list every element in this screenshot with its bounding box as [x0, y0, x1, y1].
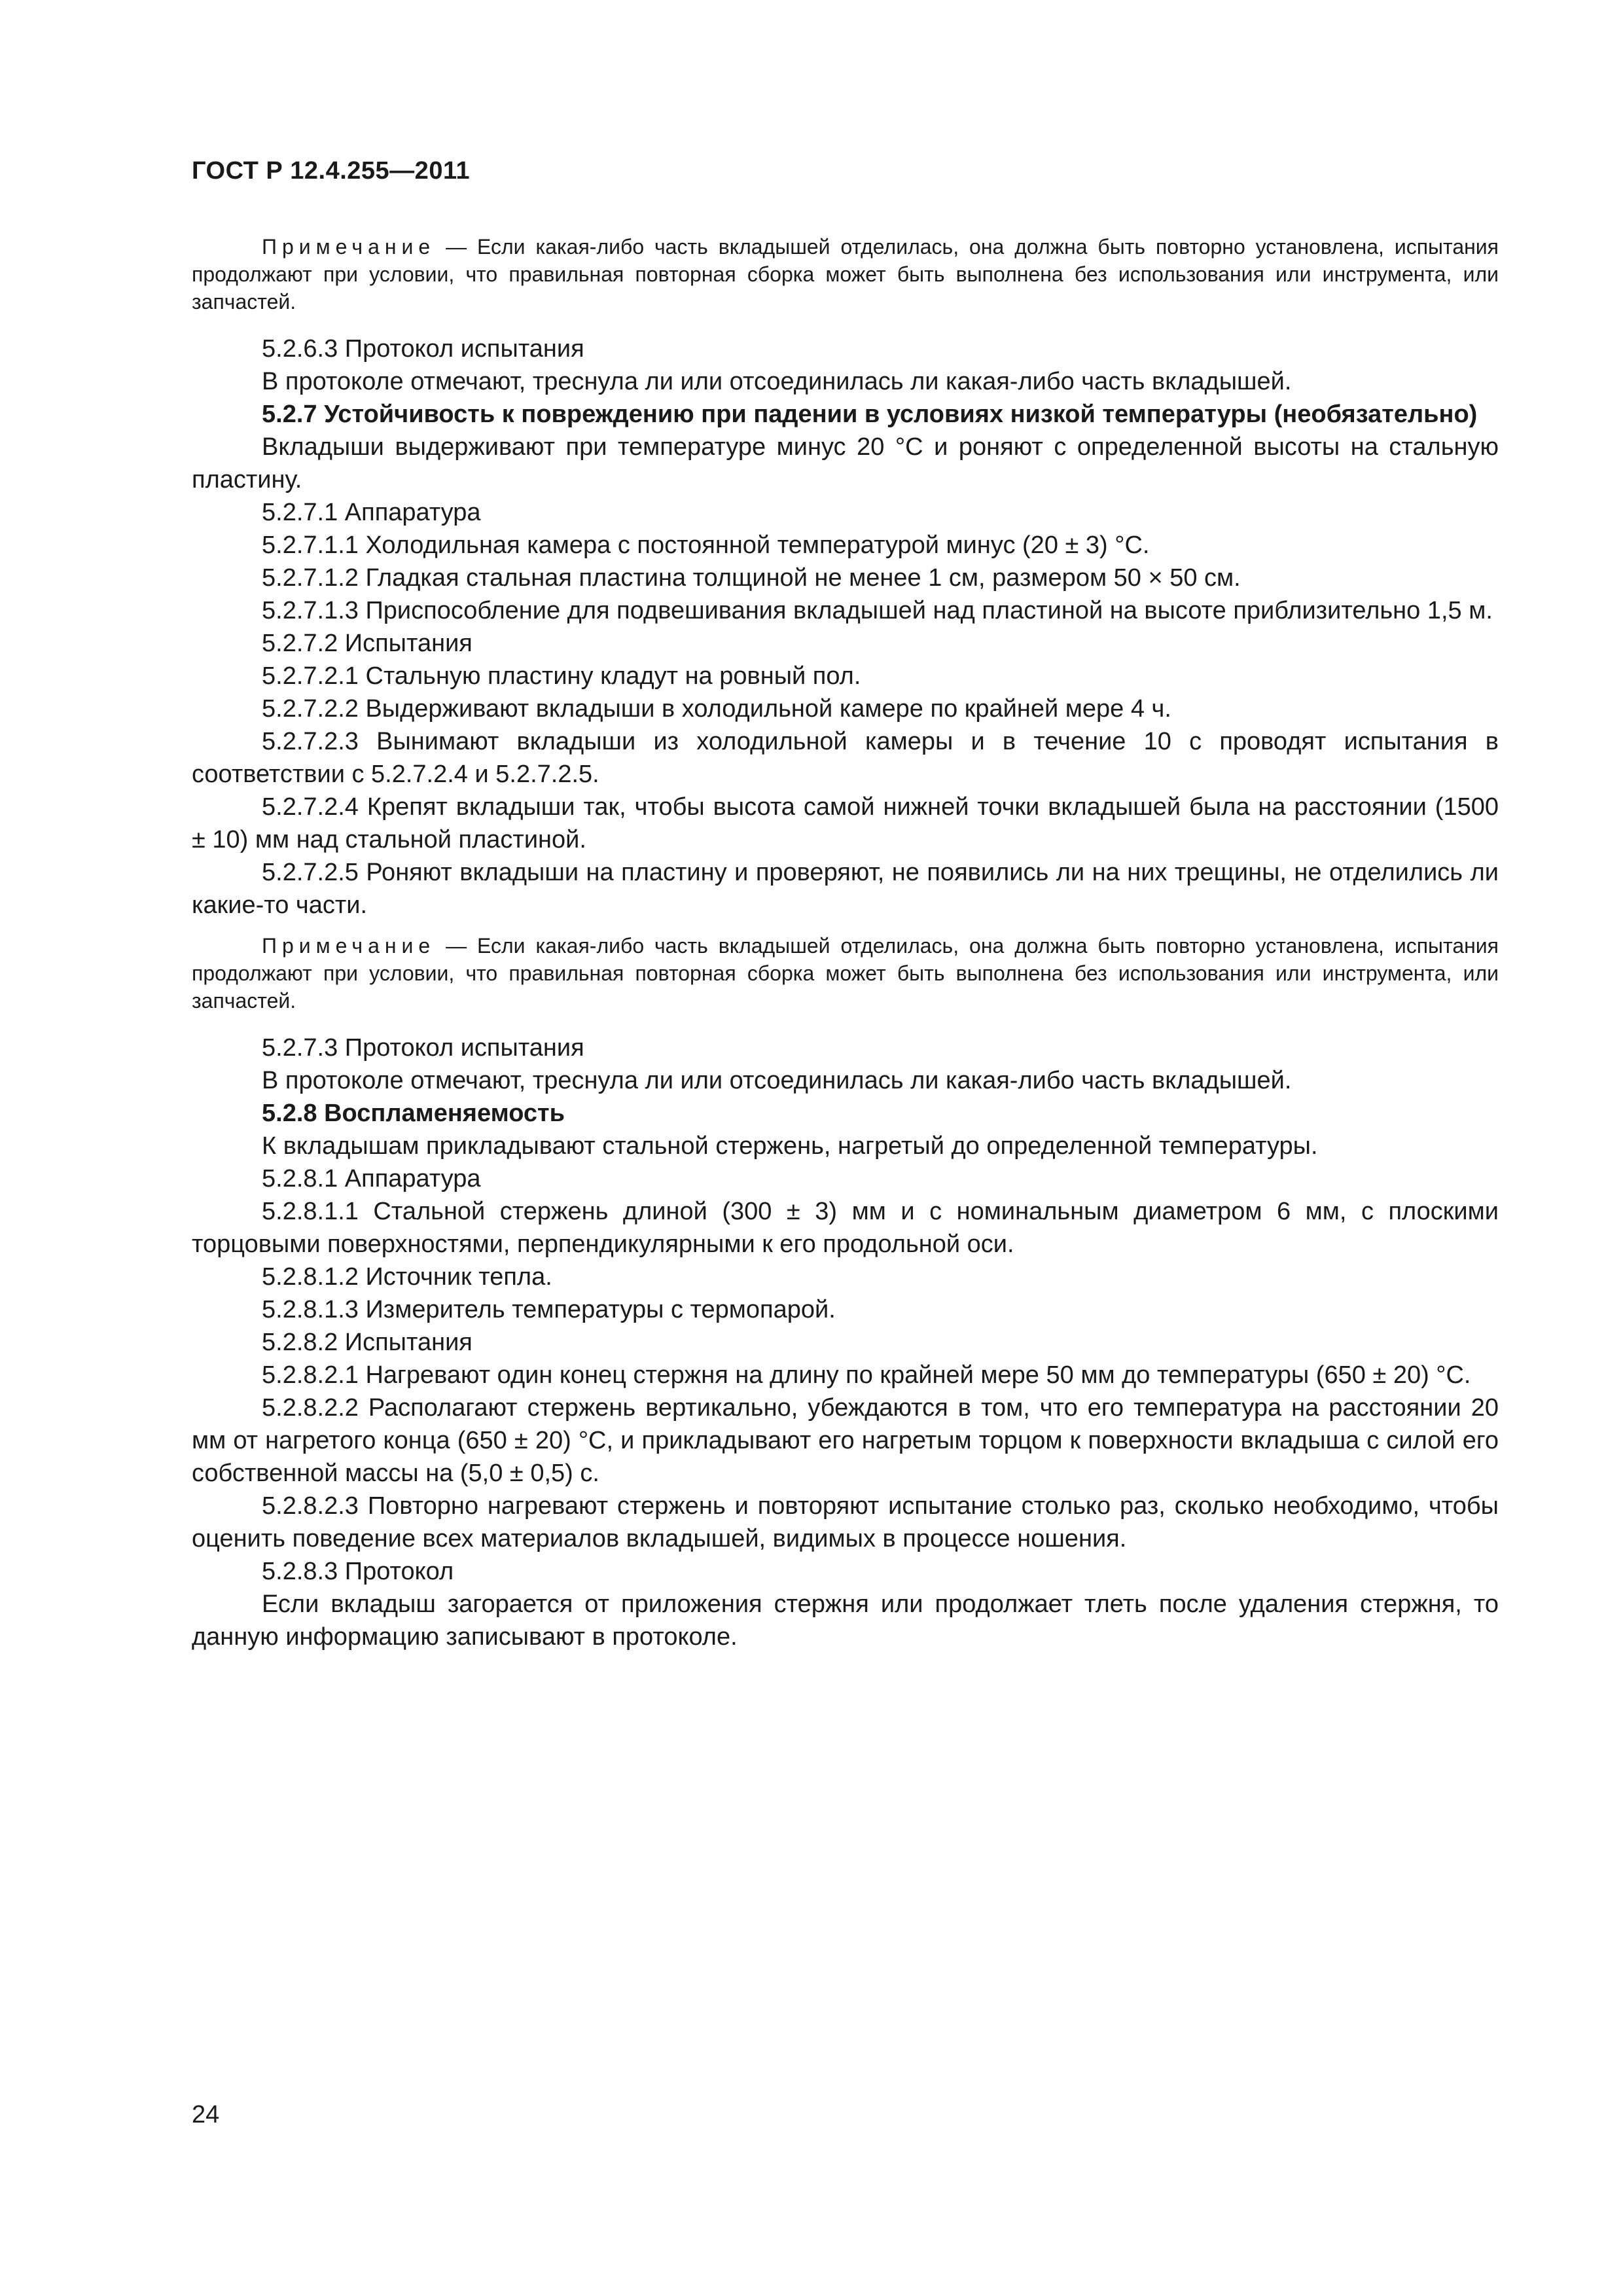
- note-label: Примечание: [262, 235, 436, 259]
- paragraph: 5.2.8.2.2 Располагают стержень вертикально, убеждаются в том, что его температура на расстоянии 20 мм от нагретого конца (650 ± 20) °С, и прикладывают его нагретым торцом к поверхности вкладыша с силой его собственной массы на (5,0 ± 0,5) с.: [192, 1394, 1499, 1487]
- paragraph: 5.2.8.2.3 Повторно нагревают стержень и повторяют испытание столько раз, сколько необходимо, чтобы оценить поведение всех материалов вкладышей, видимых в процессе ношения.: [192, 1492, 1499, 1552]
- section-title: 5.2.6.3 Протокол испытания: [262, 335, 584, 363]
- section-title: 5.2.7.1 Аппаратура: [262, 499, 481, 526]
- document-body: [192, 223, 1499, 1653]
- note-label: Примечание: [262, 934, 436, 958]
- note-text: — Если какая-либо часть вкладышей отделилась, она должна быть повторно установлена, испытания продолжают при условии, что правильная повторная сборка может быть выполнена без использования или инструмента, или запчастей.: [192, 235, 1499, 314]
- paragraph: 5.2.7.2.4 Крепят вкладыши так, чтобы высота самой нижней точки вкладышей была на расстоянии (1500 ± 10) мм над стальной пластиной.: [192, 793, 1499, 853]
- paragraph: 5.2.8.2.1 Нагревают один конец стержня на длину по крайней мере 50 мм до температуры (650 ± 20) °С.: [262, 1361, 1471, 1389]
- page-number: 24: [192, 2101, 220, 2128]
- paragraph: 5.2.7.1.2 Гладкая стальная пластина толщиной не менее 1 см, размером 50 × 50 см.: [262, 564, 1241, 592]
- paragraph: Вкладыши выдерживают при температуре минус 20 °С и роняют с определенной высоты на стальную пластину.: [192, 433, 1499, 493]
- paragraph: 5.2.7.1.1 Холодильная камера с постоянной температурой минус (20 ± 3) °С.: [262, 531, 1150, 559]
- paragraph: Если вкладыш загорается от приложения стержня или продолжает тлеть после удаления стержня, то данную информацию записывают в протоколе.: [192, 1590, 1499, 1651]
- paragraph: 5.2.7.2.2 Выдерживают вкладыши в холодильной камере по крайней мере 4 ч.: [262, 695, 1171, 723]
- section-title: 5.2.8.2 Испытания: [262, 1329, 473, 1356]
- note: [192, 932, 1499, 1014]
- paragraph: 5.2.8.1.2 Источник тепла.: [262, 1263, 552, 1291]
- paragraph: 5.2.8.1.1 Стальной стержень длиной (300 ± 3) мм и с номинальным диаметром 6 мм, с плоскими торцовыми поверхностями, перпендикулярными к его продольной оси.: [192, 1198, 1499, 1258]
- note: [192, 233, 1499, 315]
- section-title: 5.2.8.3 Протокол: [262, 1558, 454, 1585]
- section-title: 5.2.7.3 Протокол испытания: [262, 1034, 584, 1062]
- paragraph: 5.2.7.1.3 Приспособление для подвешивания вкладышей над пластиной на высоте приблизительно 1,5 м.: [262, 597, 1493, 624]
- document-header: ГОСТ Р 12.4.255—2011: [192, 157, 471, 185]
- section-title: 5.2.7.2 Испытания: [262, 630, 473, 657]
- paragraph: В протоколе отмечают, треснула ли или отсоединилась ли какая-либо часть вкладышей.: [262, 368, 1292, 395]
- paragraph: К вкладышам прикладывают стальной стержень, нагретый до определенной температуры.: [262, 1132, 1318, 1160]
- paragraph: 5.2.7.2.5 Роняют вкладыши на пластину и проверяют, не появились ли на них трещины, не отделились ли какие-то части.: [192, 859, 1499, 919]
- paragraph: 5.2.8.1.3 Измеритель температуры с термопарой.: [262, 1296, 836, 1323]
- note-text: — Если какая-либо часть вкладышей отделилась, она должна быть повторно установлена, испытания продолжают при условии, что правильная повторная сборка может быть выполнена без использования или инструмента, или запчастей.: [192, 934, 1499, 1013]
- section-heading: 5.2.7 Устойчивость к повреждению при падении в условиях низкой температуры (необязательно): [262, 401, 1478, 428]
- section-heading: 5.2.8 Воспламеняемость: [262, 1100, 565, 1127]
- paragraph: В протоколе отмечают, треснула ли или отсоединилась ли какая-либо часть вкладышей.: [262, 1067, 1292, 1094]
- paragraph: 5.2.7.2.3 Вынимают вкладыши из холодильной камеры и в течение 10 с проводят испытания в соответствии с 5.2.7.2.4 и 5.2.7.2.5.: [192, 728, 1499, 788]
- paragraph: 5.2.7.2.1 Стальную пластину кладут на ровный пол.: [262, 662, 861, 690]
- section-title: 5.2.8.1 Аппаратура: [262, 1165, 481, 1193]
